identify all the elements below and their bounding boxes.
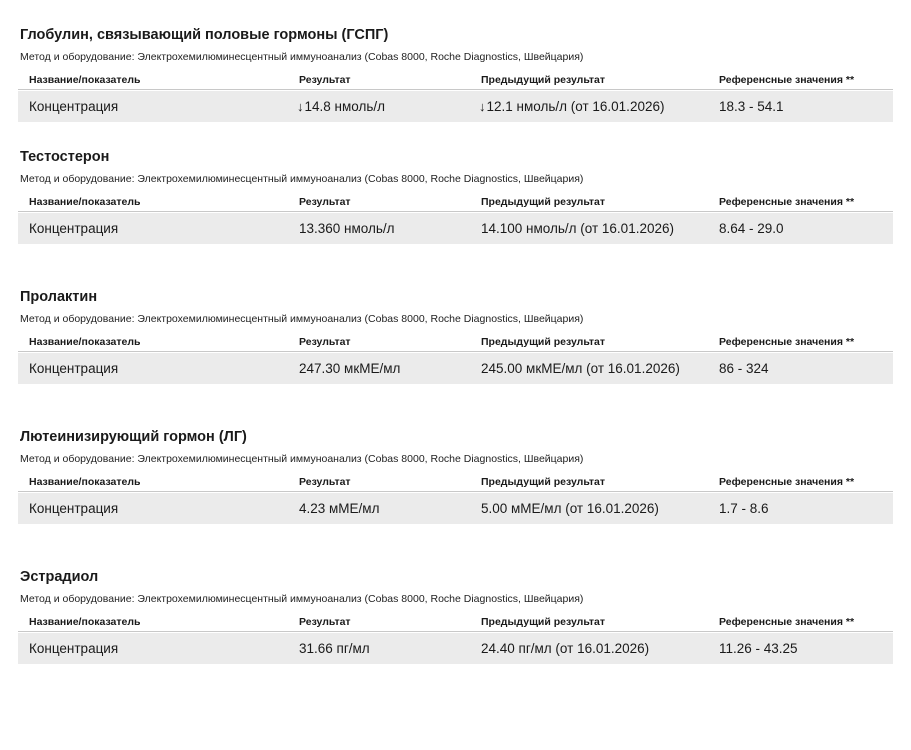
previous-cell — [479, 91, 664, 122]
row-result: 4.23 мМЕ/мл — [299, 501, 380, 516]
row-result: 247.30 мкМЕ/мл — [299, 361, 401, 376]
header-divider — [18, 89, 893, 90]
column-header-name: Название/показатель — [29, 74, 141, 86]
section-title: Пролактин — [20, 289, 98, 305]
table-header — [18, 195, 893, 209]
column-header-reference: Референсные значения ** — [719, 336, 855, 348]
column-header-previous: Предыдущий результат — [481, 616, 605, 628]
method-text: Метод и оборудование: Электрохемилюминесцентный иммуноанализ (Cobas 8000, Roche Diagnostics, Швейцария) — [20, 173, 584, 185]
row-previous: 245.00 мкМЕ/мл (от 16.01.2026) — [481, 361, 680, 376]
section-title: Лютеинизирующий гормон (ЛГ) — [20, 429, 247, 445]
column-header-result: Результат — [299, 196, 351, 208]
header-divider — [18, 631, 893, 632]
column-header-result: Результат — [299, 476, 351, 488]
column-header-previous: Предыдущий результат — [481, 74, 605, 86]
row-reference: 1.7 - 8.6 — [719, 501, 769, 516]
row-reference: 18.3 - 54.1 — [719, 99, 784, 114]
row-name: Концентрация — [29, 361, 119, 376]
section-title: Тестостерон — [20, 149, 110, 165]
column-header-previous: Предыдущий результат — [481, 476, 605, 488]
method-text: Метод и оборудование: Электрохемилюминесцентный иммуноанализ (Cobas 8000, Roche Diagnostics, Швейцария) — [20, 313, 584, 325]
result-cell — [297, 91, 385, 122]
row-previous: 14.100 нмоль/л (от 16.01.2026) — [481, 221, 674, 236]
row-previous: 24.40 пг/мл (от 16.01.2026) — [481, 641, 650, 656]
column-header-result: Результат — [299, 336, 351, 348]
column-header-name: Название/показатель — [29, 196, 141, 208]
down-arrow-icon: ↓ — [297, 99, 304, 114]
table-row — [18, 91, 893, 122]
row-result: 13.360 нмоль/л — [299, 221, 395, 236]
table-row — [18, 633, 893, 664]
row-name: Концентрация — [29, 641, 119, 656]
column-header-previous: Предыдущий результат — [481, 196, 605, 208]
column-header-name: Название/показатель — [29, 476, 141, 488]
table-header — [18, 73, 893, 87]
header-divider — [18, 351, 893, 352]
row-name: Концентрация — [29, 501, 119, 516]
row-result: 31.66 пг/мл — [299, 641, 370, 656]
section-title: Эстрадиол — [20, 569, 99, 585]
header-divider — [18, 211, 893, 212]
row-name: Концентрация — [29, 99, 119, 114]
column-header-result: Результат — [299, 74, 351, 86]
column-header-reference: Референсные значения ** — [719, 476, 855, 488]
method-text: Метод и оборудование: Электрохемилюминесцентный иммуноанализ (Cobas 8000, Roche Diagnostics, Швейцария) — [20, 453, 584, 465]
row-reference: 11.26 - 43.25 — [719, 641, 798, 656]
row-previous: 12.1 нмоль/л (от 16.01.2026) — [486, 99, 665, 114]
row-reference: 8.64 - 29.0 — [719, 221, 784, 236]
row-name: Концентрация — [29, 221, 119, 236]
row-previous: 5.00 мМЕ/мл (от 16.01.2026) — [481, 501, 659, 516]
column-header-name: Название/показатель — [29, 616, 141, 628]
column-header-result: Результат — [299, 616, 351, 628]
table-row — [18, 493, 893, 524]
row-reference: 86 - 324 — [719, 361, 769, 376]
table-header — [18, 475, 893, 489]
column-header-reference: Референсные значения ** — [719, 196, 855, 208]
method-text: Метод и оборудование: Электрохемилюминесцентный иммуноанализ (Cobas 8000, Roche Diagnostics, Швейцария) — [20, 51, 584, 63]
column-header-reference: Референсные значения ** — [719, 74, 855, 86]
row-result: 14.8 нмоль/л — [304, 99, 386, 114]
down-arrow-icon: ↓ — [479, 99, 486, 114]
header-divider — [18, 491, 893, 492]
section-title: Глобулин, связывающий половые гормоны (ГСПГ) — [20, 27, 389, 43]
column-header-name: Название/показатель — [29, 336, 141, 348]
method-text: Метод и оборудование: Электрохемилюминесцентный иммуноанализ (Cobas 8000, Roche Diagnostics, Швейцария) — [20, 593, 584, 605]
table-header — [18, 615, 893, 629]
column-header-reference: Референсные значения ** — [719, 616, 855, 628]
table-header — [18, 335, 893, 349]
table-row — [18, 213, 893, 244]
column-header-previous: Предыдущий результат — [481, 336, 605, 348]
table-row — [18, 353, 893, 384]
